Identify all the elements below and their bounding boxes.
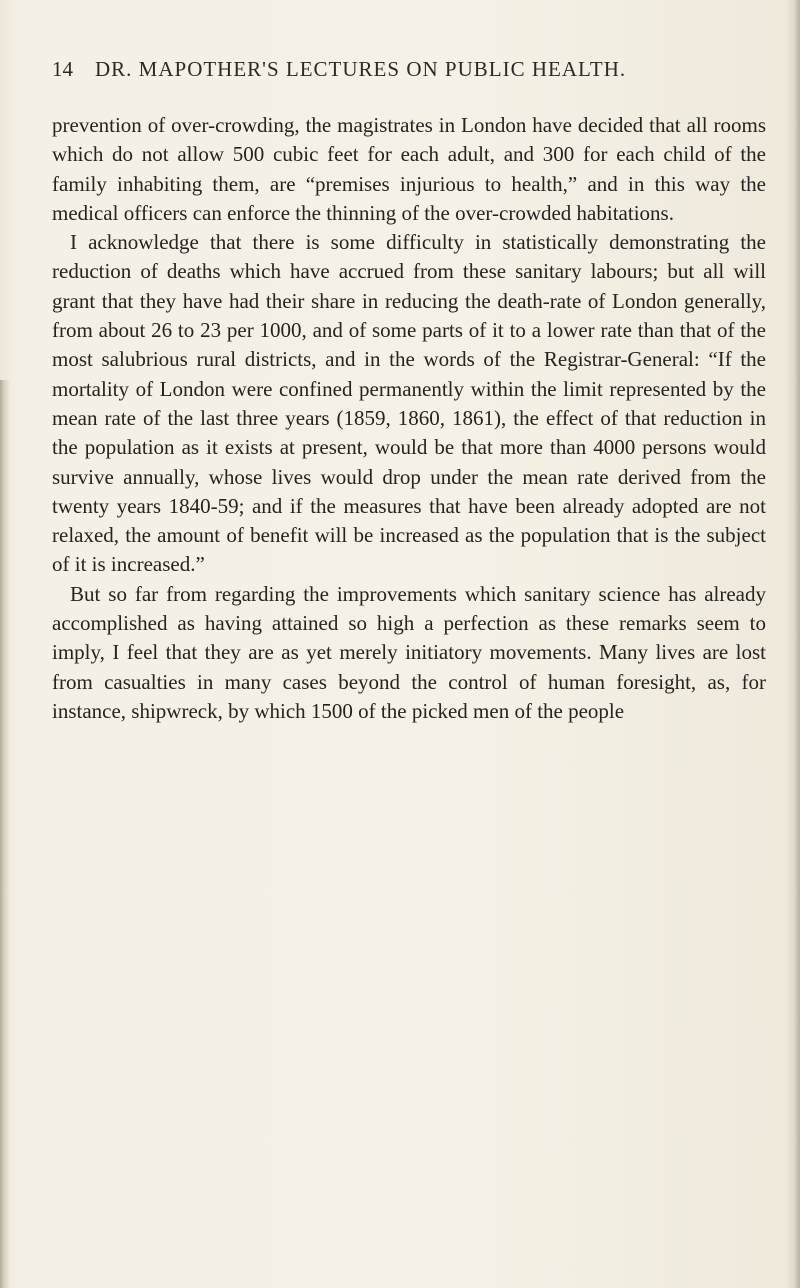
- page-edge-shadow: [786, 0, 800, 1288]
- page-gutter-shadow: [0, 380, 10, 1288]
- page-number: 14: [52, 57, 73, 81]
- running-title: DR. MAPOTHER'S LECTURES ON PUBLIC HEALTH.: [95, 57, 627, 81]
- running-head: [52, 57, 752, 82]
- paragraph-continuation: prevention of over-crowding, the magistrates in London have decided that all rooms which do not allow 500 cubic feet for each adult, and 300 for each child of the family inhabiting them, are “premises injurious to health,” and in this way the medical officers can enforce the thinning of the over-crowded habitations.: [52, 113, 766, 225]
- body-text: [52, 111, 766, 726]
- paragraph-improvements: But so far from regarding the improvements which sanitary science has already accomplished as having attained so high a perfection as these remarks seem to imply, I feel that they are as yet merely initiatory movements. Many lives are lost from casualties in many cases beyond the control of human foresight, as, for instance, shipwreck, by which 1500 of the picked men of the people: [52, 581, 766, 723]
- paragraph-statistics: I acknowledge that there is some difficulty in statistically demonstrating the reduction of deaths which have accrued from these sanitary labours; but all will grant that they have had their share in reducing the death-rate of London generally, from about 26 to 23 per 1000, and of some parts of it to a lower rate than that of the most salubrious rural districts, and in the words of the Registrar-General: “If the mortality of London were confined permanently within the limit represented by the mean rate of the last three years (1859, 1860, 1861), the effect of that reduction in the population as it exists at present, would be that more than 4000 persons would survive annually, whose lives would drop under the mean rate derived from the twenty years 1840-59; and if the measures that have been already adopted are not relaxed, the amount of benefit will be increased as the population that is the subject of it is increased.”: [52, 230, 766, 577]
